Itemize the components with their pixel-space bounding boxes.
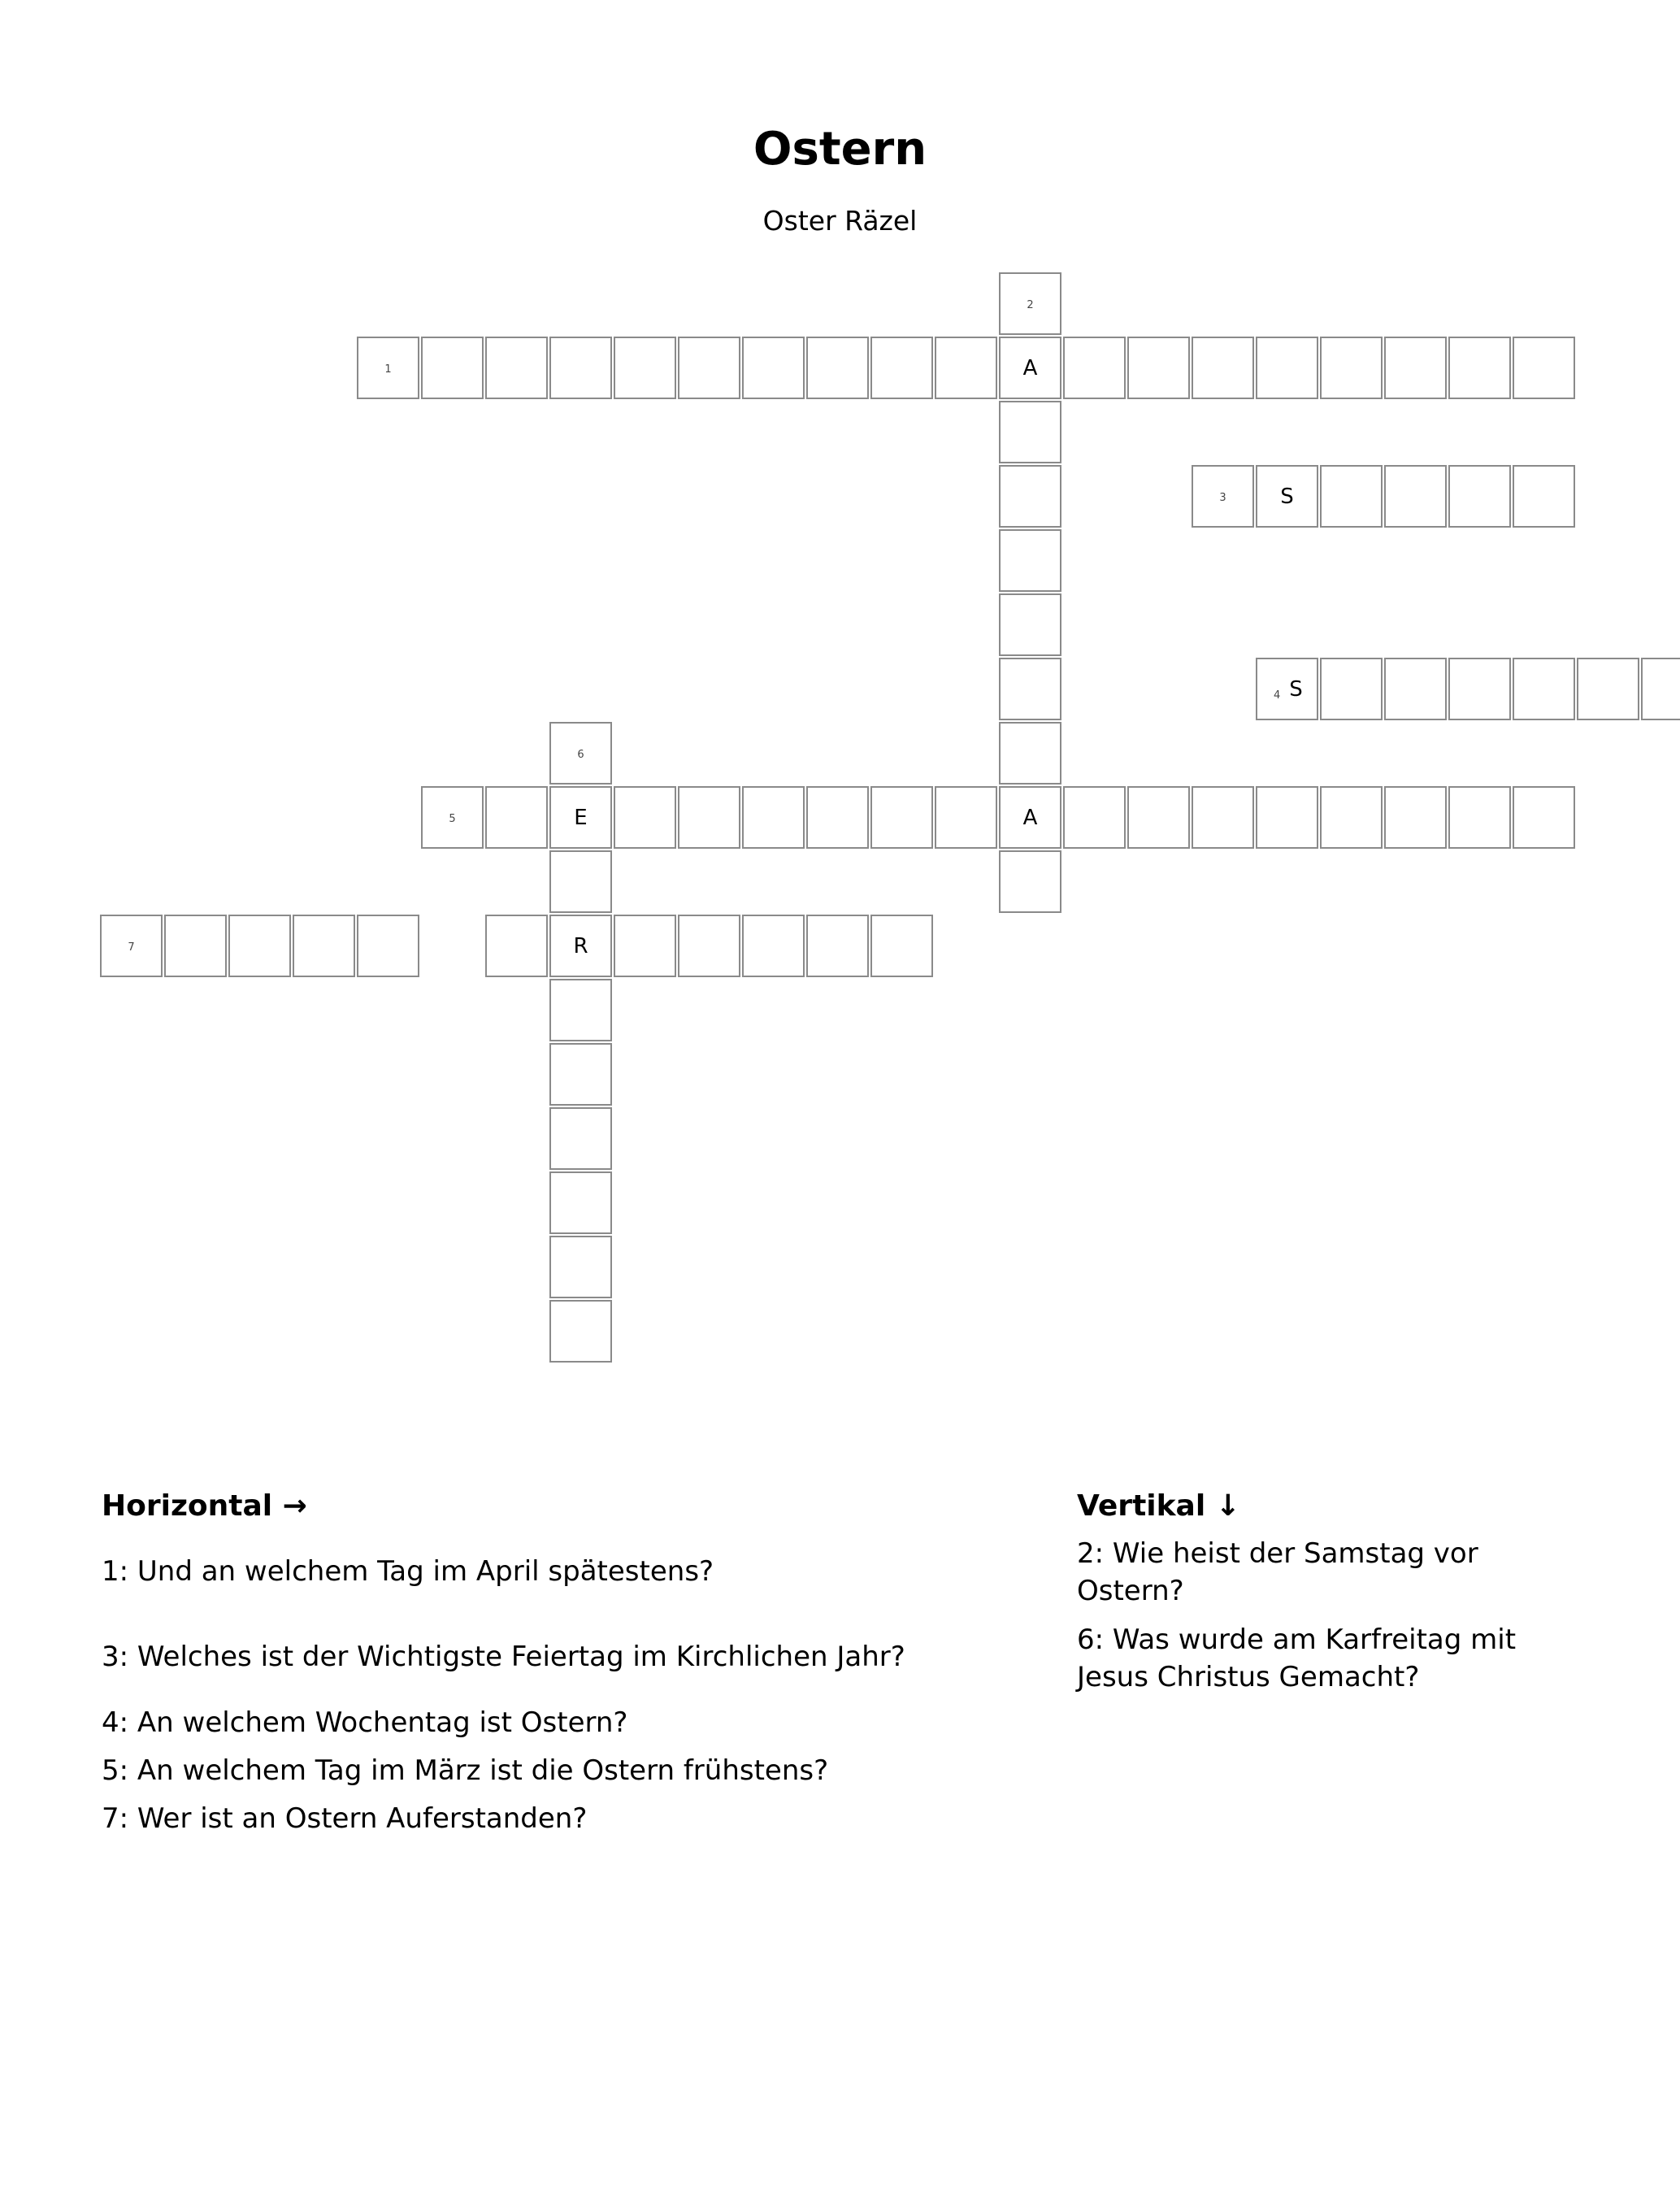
crossword-cell[interactable]: [999, 593, 1061, 656]
clue-across-5: 5: An welchem Tag im März ist die Ostern frühstens?: [102, 1754, 829, 1787]
crossword-cell[interactable]: [1320, 786, 1383, 849]
clue-down-6-line1: 6: Was wurde am Karfreitag mit: [1077, 1623, 1517, 1656]
crossword-cell[interactable]: [1127, 786, 1190, 849]
crossword-cell[interactable]: [485, 786, 548, 849]
crossword-cell[interactable]: [999, 401, 1061, 463]
crossword-cell[interactable]: [549, 722, 612, 785]
crossword-cell[interactable]: [1448, 465, 1511, 528]
crossword-cell[interactable]: [549, 1043, 612, 1106]
given-letter: A: [1022, 356, 1038, 380]
crossword-cell[interactable]: [549, 850, 612, 913]
clue-down-2-line2: Ostern?: [1077, 1575, 1184, 1607]
crossword-cell[interactable]: [1513, 337, 1575, 399]
crossword-cell[interactable]: [1256, 465, 1318, 528]
crossword-cell[interactable]: [1384, 465, 1447, 528]
crossword-cell[interactable]: [999, 272, 1061, 335]
crossword-cell[interactable]: [1320, 658, 1383, 720]
given-letter: S: [1280, 485, 1294, 509]
crossword-cell[interactable]: [421, 337, 484, 399]
crossword-cell[interactable]: [1320, 337, 1383, 399]
crossword-cell[interactable]: [678, 915, 740, 977]
crossword-cell[interactable]: [1063, 786, 1126, 849]
crossword-cell[interactable]: [1192, 465, 1254, 528]
clue-number: 1: [384, 363, 392, 376]
vertical-heading: Vertikal ↓: [1077, 1489, 1240, 1523]
clue-number: 3: [1219, 492, 1226, 504]
crossword-cell[interactable]: [935, 337, 997, 399]
given-letter: R: [573, 934, 588, 958]
clue-number: 2: [1027, 299, 1034, 311]
crossword-cell[interactable]: [999, 658, 1061, 720]
crossword-cell[interactable]: [1256, 786, 1318, 849]
crossword-cell[interactable]: [999, 786, 1061, 849]
crossword-cell[interactable]: [549, 1171, 612, 1234]
crossword-cell[interactable]: [357, 915, 419, 977]
crossword-cell[interactable]: [1384, 658, 1447, 720]
crossword-cell[interactable]: [742, 337, 805, 399]
clue-down-6-line2: Jesus Christus Gemacht?: [1077, 1661, 1420, 1693]
clue-across-4: 4: An welchem Wochentag ist Ostern?: [102, 1706, 628, 1739]
crossword-cell[interactable]: [1192, 786, 1254, 849]
given-letter: A: [1022, 806, 1038, 830]
puzzle-subtitle: Oster Räzel: [762, 205, 918, 237]
given-letter: S: [1289, 677, 1303, 702]
crossword-cell[interactable]: [1641, 658, 1680, 720]
crossword-cell[interactable]: [293, 915, 355, 977]
crossword-cell[interactable]: [1384, 786, 1447, 849]
clue-across-7: 7: Wer ist an Ostern Auferstanden?: [102, 1802, 588, 1835]
crossword-cell[interactable]: [999, 529, 1061, 592]
crossword-cell[interactable]: [1448, 658, 1511, 720]
given-letter: E: [574, 806, 588, 830]
crossword-cell[interactable]: [1256, 337, 1318, 399]
crossword-cell[interactable]: [806, 786, 869, 849]
crossword-cell[interactable]: [164, 915, 227, 977]
crossword-cell[interactable]: [1063, 337, 1126, 399]
crossword-cell[interactable]: [742, 915, 805, 977]
crossword-cell[interactable]: [806, 337, 869, 399]
crossword-cell[interactable]: [549, 1236, 612, 1298]
crossword-cell[interactable]: [999, 337, 1061, 399]
crossword-cell[interactable]: [549, 915, 612, 977]
crossword-cell[interactable]: [1513, 465, 1575, 528]
crossword-cell[interactable]: [228, 915, 291, 977]
clue-number: 6: [577, 749, 584, 761]
crossword-cell[interactable]: [549, 979, 612, 1041]
crossword-cell[interactable]: [1513, 786, 1575, 849]
crossword-cell[interactable]: [1127, 337, 1190, 399]
crossword-cell[interactable]: [100, 915, 163, 977]
crossword-cell[interactable]: [1192, 337, 1254, 399]
clue-down-2-line1: 2: Wie heist der Samstag vor: [1077, 1537, 1478, 1570]
crossword-cell[interactable]: [678, 786, 740, 849]
crossword-cell[interactable]: [999, 850, 1061, 913]
horizontal-heading: Horizontal →: [102, 1489, 307, 1523]
crossword-cell[interactable]: [614, 915, 676, 977]
crossword-cell[interactable]: [870, 786, 933, 849]
crossword-cell[interactable]: [806, 915, 869, 977]
crossword-cell[interactable]: [485, 915, 548, 977]
crossword-cell[interactable]: [1320, 465, 1383, 528]
crossword-cell[interactable]: [999, 465, 1061, 528]
crossword-cell[interactable]: [549, 1300, 612, 1363]
crossword-cell[interactable]: [485, 337, 548, 399]
crossword-cell[interactable]: [870, 915, 933, 977]
crossword-cell[interactable]: [614, 337, 676, 399]
clue-number: 5: [449, 813, 456, 825]
crossword-cell[interactable]: [549, 337, 612, 399]
crossword-cell[interactable]: [935, 786, 997, 849]
crossword-cell[interactable]: [742, 786, 805, 849]
crossword-cell[interactable]: [549, 1107, 612, 1170]
crossword-cell[interactable]: [549, 786, 612, 849]
crossword-cell[interactable]: [1577, 658, 1639, 720]
crossword-cell[interactable]: [1448, 337, 1511, 399]
clue-number: 4: [1274, 689, 1281, 702]
clue-across-3: 3: Welches ist der Wichtigste Feiertag im Kirchlichen Jahr?: [102, 1641, 905, 1673]
crossword-cell[interactable]: [614, 786, 676, 849]
crossword-cell[interactable]: [1256, 658, 1318, 720]
puzzle-title: Ostern: [753, 123, 927, 176]
crossword-cell[interactable]: [1448, 786, 1511, 849]
crossword-cell[interactable]: [1384, 337, 1447, 399]
crossword-cell[interactable]: [421, 786, 484, 849]
crossword-cell[interactable]: [678, 337, 740, 399]
crossword-cell[interactable]: [357, 337, 419, 399]
crossword-cell[interactable]: [999, 722, 1061, 785]
clue-across-1: 1: Und an welchem Tag im April spätestens?: [102, 1555, 714, 1588]
crossword-cell[interactable]: [870, 337, 933, 399]
crossword-cell[interactable]: [1513, 658, 1575, 720]
clue-number: 7: [128, 941, 135, 954]
